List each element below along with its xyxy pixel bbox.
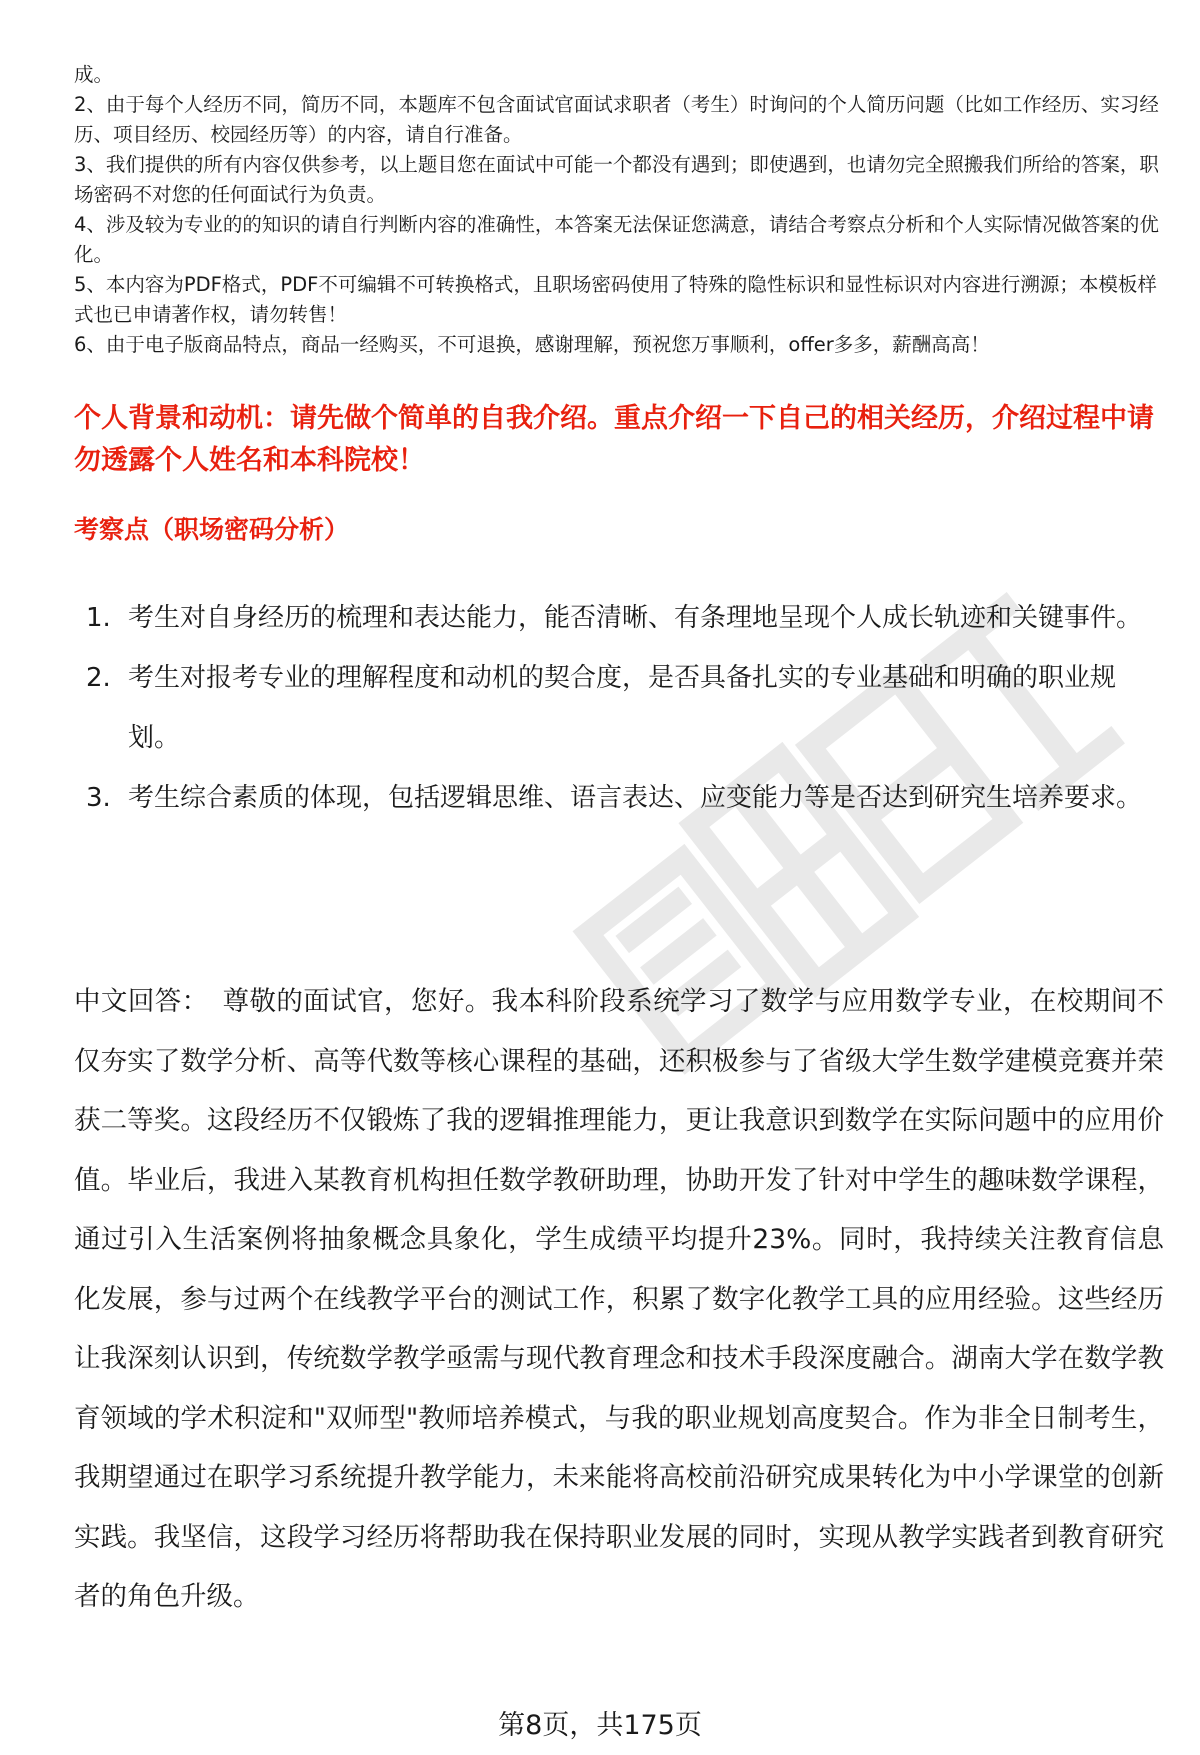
answer-label: 中文回答： <box>74 986 209 1017</box>
point-number: 3. <box>86 783 111 813</box>
chinese-answer <box>74 972 1164 1627</box>
point-text: 考生对报考专业的理解程度和动机的契合度，是否具备扎实的专业基础和明确的职业规划。 <box>128 663 1117 753</box>
point-number: 1. <box>86 603 111 633</box>
note-line: 2、由于每个人经历不同，简历不同，本题库不包含面试官面试求职者（考生）时询问的个人简历问题（比如工作经历、实习经历、项目经历、校园经历等）的内容，请自行准备。 <box>74 93 1159 146</box>
note-line: 4、涉及较为专业的的知识的请自行判断内容的准确性，本答案无法保证您满意，请结合考察点分析和个人实际情况做答案的优化。 <box>74 213 1159 266</box>
point-text: 考生综合素质的体现，包括逻辑思维、语言表达、应变能力等是否达到研究生培养要求。 <box>128 783 1143 813</box>
assessment-point <box>74 588 1164 648</box>
assessment-point <box>74 648 1164 768</box>
note-line: 6、由于电子版商品特点，商品一经购买，不可退换，感谢理解，预祝您万事顺利，offer多多，薪酬高高！ <box>74 333 990 356</box>
note-line: 3、我们提供的所有内容仅供参考，以上题目您在面试中可能一个都没有遇到；即使遇到，也请勿完全照搬我们所给的答案，职场密码不对您的任何面试行为负责。 <box>74 153 1159 206</box>
point-number: 2. <box>86 663 111 693</box>
interview-question: 个人背景和动机：请先做个简单的自我介绍。重点介绍一下自己的相关经历，介绍过程中请勿透露个人姓名和本科院校！ <box>74 403 1154 476</box>
note-line: 5、本内容为PDF格式，PDF不可编辑不可转换格式，且职场密码使用了特殊的隐性标识和显性标识对内容进行溯源；本模板样式也已申请著作权，请勿转售！ <box>74 273 1157 326</box>
assessment-points-list <box>74 588 1164 828</box>
assessment-points-title: 考察点（职场密码分析） <box>74 515 350 544</box>
note-line: 成。 <box>74 63 114 86</box>
notes-section <box>74 60 1164 360</box>
assessment-point <box>74 768 1164 828</box>
answer-text: 尊敬的面试官，您好。我本科阶段系统学习了数学与应用数学专业，在校期间不仅夯实了数学分析、高等代数等核心课程的基础，还积极参与了省级大学生数学建模竞赛并荣获二等奖。这段经历不仅锻炼了我的逻辑推理能力，更让我意识到数学在实际问题中的应用价值。毕业后，我进入某教育机构担任数学教研助理，协助开发了针对中学生的趣味数学课程，通过引入生活案例将抽象概念具象化，学生成绩平均提升23%。同时，我持续关注教育信息化发展，参与过两个在线教学平台的测试工作，积累了数字化教学工具的应用经验。这些经历让我深刻认识到，传统数学教学亟需与现代教育理念和技术手段深度融合。湖南大学在数学教育领域的学术积淀和"双师型"教师培养模式，与我的职业规划高度契合。作为非全日制考生，我期望通过在职学习系统提升教学能力，未来能将高校前沿研究成果转化为中小学课堂的创新实践。我坚信，这段学习经历将帮助我在保持职业发展的同时，实现从教学实践者到教育研究者的角色升级。 <box>74 986 1165 1612</box>
point-text: 考生对自身经历的梳理和表达能力，能否清晰、有条理地呈现个人成长轨迹和关键事件。 <box>128 603 1143 633</box>
page-number-footer: 第8页，共175页 <box>498 1710 702 1741</box>
